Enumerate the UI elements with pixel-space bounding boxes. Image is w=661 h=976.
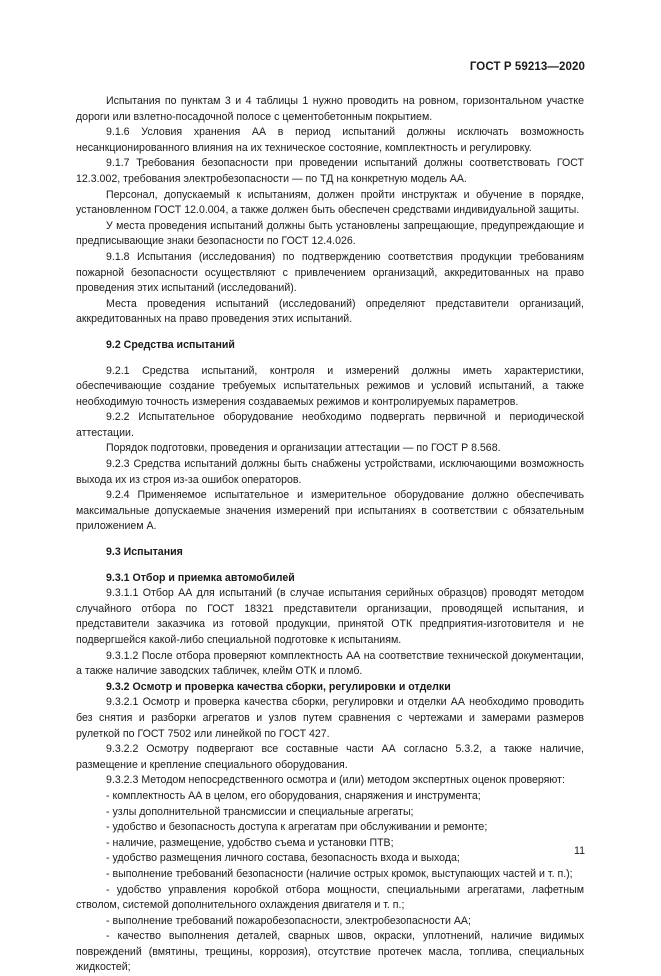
list-item: - удобство и безопасность доступа к агрегатам при обслуживании и ремонте; bbox=[106, 821, 488, 834]
subsection-heading-9-3-1: 9.3.1 Отбор и приемка автомобилей bbox=[106, 571, 295, 584]
paragraph: 9.2.3 Средства испытаний должны быть снабжены устройствами, исключающими возможность выхода их из строя из-за ошибок операторов. bbox=[76, 458, 584, 486]
paragraph: 9.3.2.3 Методом непосредственного осмотра и (или) методом экспертных оценок проверяют: bbox=[106, 774, 565, 787]
paragraph: 9.3.1.2 После отбора проверяют комплектность АА на соответствие технической документации, а также наличие заводских табличек, клейм ОТК и пломб. bbox=[76, 649, 584, 678]
list-item: - удобство размещения личного состава, безопасность входа и выхода; bbox=[106, 852, 460, 865]
list-item: - узлы дополнительной трансмиссии и специальные агрегаты; bbox=[106, 805, 414, 818]
paragraph: Испытания по пунктам 3 и 4 таблицы 1 нужно проводить на ровном, горизонтальном участке дороги или взлетно-посадочной полосе с цементобетонным покрытием. bbox=[76, 95, 584, 123]
list-item: - выполнение требований безопасности (наличие острых кромок, выступающих частей и т. п.); bbox=[106, 867, 573, 880]
paragraph: 9.3.2.2 Осмотру подвергают все составные части АА согласно 5.3.2, а также наличие, размещение и крепление специального оборудования. bbox=[76, 743, 584, 771]
subsection-heading-9-3-2: 9.3.2 Осмотр и проверка качества сборки, регулировки и отделки bbox=[106, 680, 451, 693]
paragraph: Места проведения испытаний (исследований) определяют представители организаций, аккредитованных на право проведения этих испытаний. bbox=[76, 297, 584, 326]
paragraph: У места проведения испытаний должны быть установлены запрещающие, предупреждающие и предписывающие знаки безопасности по ГОСТ 12.4.026. bbox=[76, 219, 584, 248]
paragraph: 9.2.1 Средства испытаний, контроля и измерений должны иметь характеристики, обеспечивающие создание требуемых испытательных режимов и условий испытаний, а также необходимую точность измерения создаваемых режимов и контролируемых параметров. bbox=[76, 364, 584, 408]
list-item: - удобство управления коробкой отбора мощности, специальными агрегатами, лафетным стволом, системой дополнительного охлаждения двигателя и т. п.; bbox=[76, 883, 584, 912]
page-number: 11 bbox=[574, 845, 585, 857]
list-item: - комплектность АА в целом, его оборудования, снаряжения и инструмента; bbox=[106, 789, 481, 802]
document-code-header: ГОСТ Р 59213—2020 bbox=[469, 61, 585, 73]
paragraph: Персонал, допускаемый к испытаниям, должен пройти инструктаж и обучение в порядке, установленном ГОСТ 12.0.004, а также должен быть обеспечен средствами индивидуальной защиты. bbox=[76, 188, 584, 217]
document-body bbox=[76, 94, 584, 976]
paragraph: Порядок подготовки, проведения и организации аттестации — по ГОСТ Р 8.568. bbox=[106, 442, 501, 455]
paragraph: 9.3.2.1 Осмотр и проверка качества сборки, регулировки и отделки АА необходимо проводить без снятия и разборки агрегатов и узлов путем сравнения с чертежами и замерами размеров рулеткой по ГОСТ 7502 или линейкой по ГОСТ 427. bbox=[76, 696, 584, 740]
list-item: - качество выполнения деталей, сварных швов, окраски, уплотнений, наличие видимых повреждений (вмятины, трещины, коррозия), отсутствие протечек масла, топлива, специальных жидкостей; bbox=[76, 930, 584, 974]
paragraph: 9.1.8 Испытания (исследования) по подтверждению соответствия продукции требованиям пожарной безопасности осуществляют с привлечением организаций, аккредитованных на право проведения этих испытаний (исследований). bbox=[76, 250, 584, 295]
paragraph: 9.2.4 Применяемое испытательное и измерительное оборудование должно обеспечивать максимальные допускаемые значения измерений при испытаниях в соответствии с обязательным приложением А. bbox=[76, 489, 584, 533]
section-heading-9-2: 9.2 Средства испытаний bbox=[106, 338, 235, 351]
list-item: - наличие, размещение, удобство съема и установки ПТВ; bbox=[106, 836, 394, 849]
paragraph: 9.1.6 Условия хранения АА в период испытаний должны исключать возможность несанкционированного влияния на их техническое состояние, комплектность и регулировку. bbox=[76, 126, 584, 154]
list-item: - выполнение требований пожаробезопасности, электробезопасности АА; bbox=[106, 914, 471, 927]
paragraph: 9.1.7 Требования безопасности при проведении испытаний должны соответствовать ГОСТ 12.3.002, требования электробезопасности — по ТД на конкретную модель АА. bbox=[76, 157, 584, 185]
section-heading-9-3: 9.3 Испытания bbox=[106, 546, 183, 559]
paragraph: 9.2.2 Испытательное оборудование необходимо подвергать первичной и периодической аттестации. bbox=[76, 411, 584, 439]
paragraph: 9.3.1.1 Отбор АА для испытаний (в случае испытания серийных образцов) проводят методом случайного отбора по ГОСТ 18321 представители организации, проводящей испытания, и представители заказчика из готовой продукции, принятой ОТК предприятия-изготовителя и не подвергшейся какой-либо специальной подготовке к испытаниям. bbox=[76, 587, 584, 646]
